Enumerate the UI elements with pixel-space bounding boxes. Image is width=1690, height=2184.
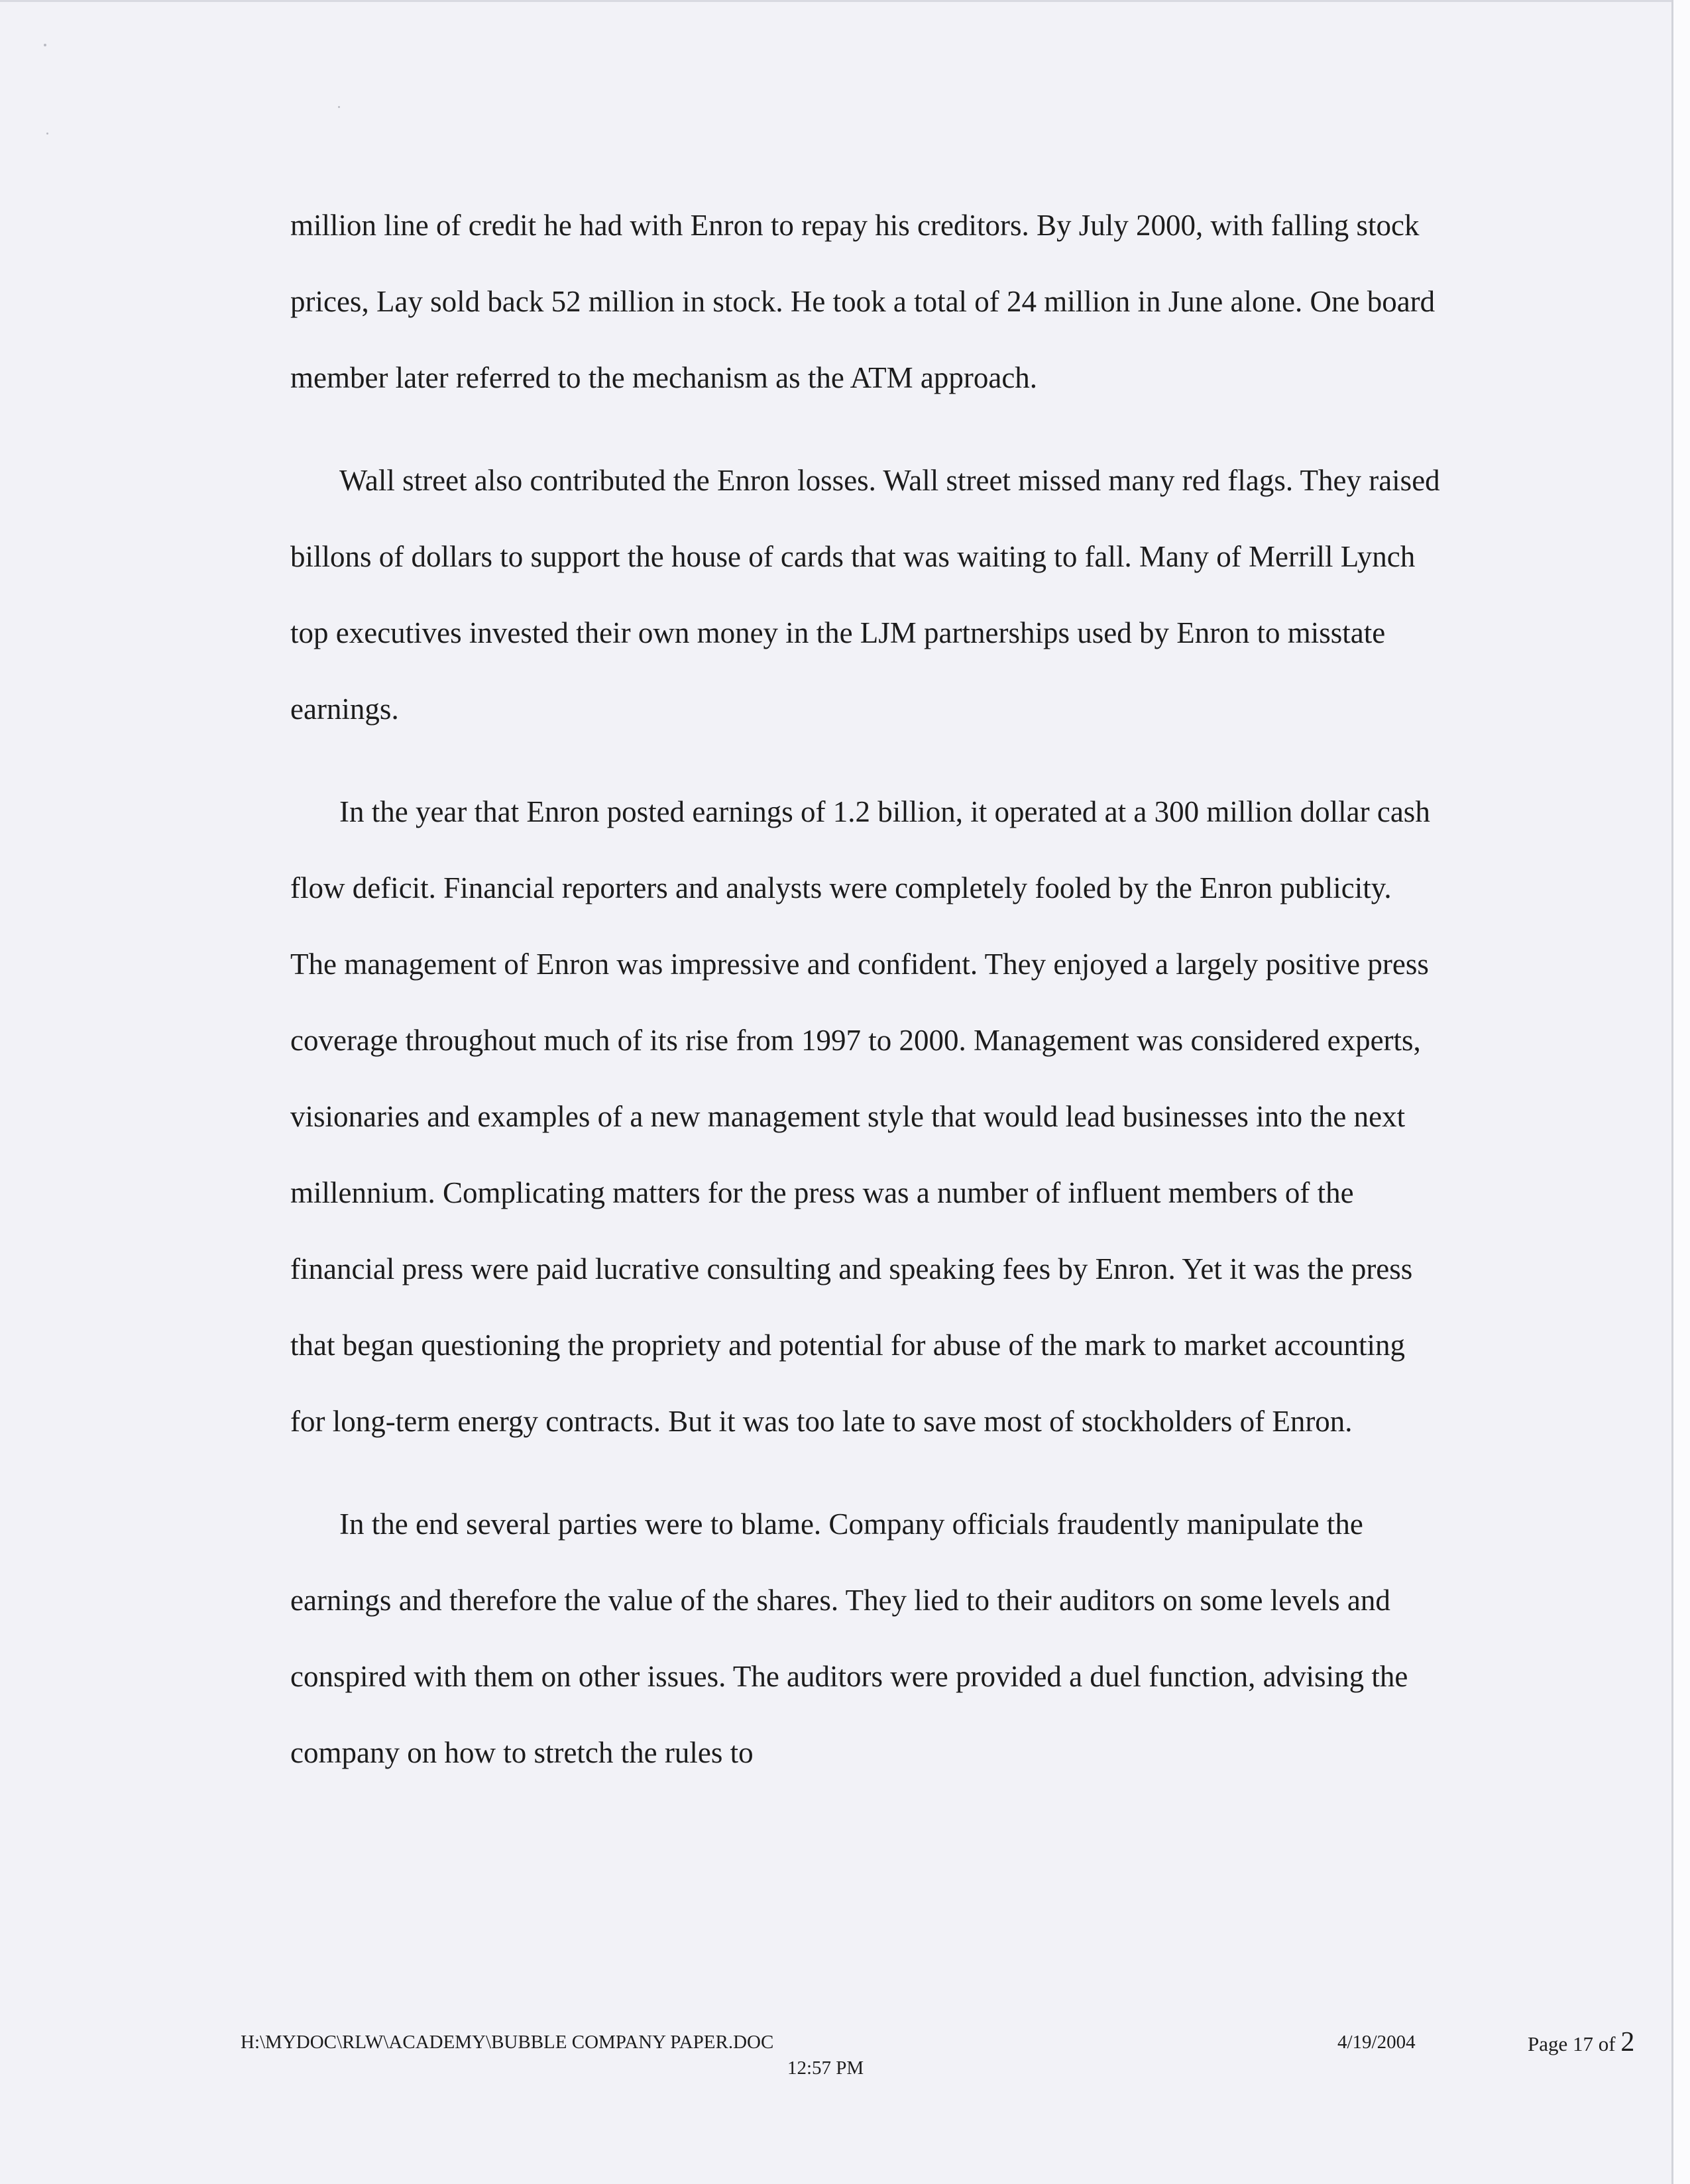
footer-page-number [1528, 2026, 1634, 2058]
scan-speck [44, 44, 46, 46]
page-top-edge [0, 0, 1671, 2]
paragraph-4: In the end several parties were to blame. Company officials fraudently manipulate the earnings and therefore the value of the shares. They lied to their auditors on some levels and conspired with them on other issues. The auditors were provided a duel function, advising the company on how to stretch the rules to [290, 1507, 1408, 1769]
scan-speck [338, 106, 340, 108]
scan-speck [46, 133, 48, 135]
paragraph-2: Wall street also contributed the Enron losses. Wall street missed many red flags. They raised billons of dollars to support the house of cards that was waiting to fall. Many of Merrill Lynch top executives invested their own money in the LJM partnerships used by Enron to misstate earnings. [290, 464, 1440, 726]
footer-time: 12:57 PM [787, 2057, 864, 2079]
body-text [290, 188, 1443, 1818]
footer-page-prefix: Page 17 of [1528, 2032, 1621, 2055]
scan-margin-strip [1673, 0, 1690, 2184]
footer-date: 4/19/2004 [1337, 2032, 1416, 2053]
paragraph-3: In the year that Enron posted earnings of 1.2 billion, it operated at a 300 million dollar cash flow deficit. Financial reporters and analysts were completely fooled by the Enron publicity. The management of Enron was impressive and confident. They enjoyed a largely positive press coverage throughout much of its rise from 1997 to 2000. Management was considered experts, visionaries and examples of a new management style that would lead businesses into the next millennium. Complicating matters for the press was a number of influent members of the financial press were paid lucrative consulting and speaking fees by Enron. Yet it was the press that began questioning the propriety and potential for abuse of the mark to market accounting for long-term energy contracts. But it was too late to save most of stockholders of Enron. [290, 795, 1430, 1438]
footer-page-total: 2 [1620, 2027, 1635, 2057]
paragraph-1: million line of credit he had with Enron to repay his creditors. By July 2000, with falling stock prices, Lay sold back 52 million in stock. He took a total of 24 million in June alone. One board member later referred to the mechanism as the ATM approach. [290, 209, 1436, 394]
footer-file-path: H:\MYDOC\RLW\ACADEMY\BUBBLE COMPANY PAPER.DOC [241, 2032, 774, 2053]
